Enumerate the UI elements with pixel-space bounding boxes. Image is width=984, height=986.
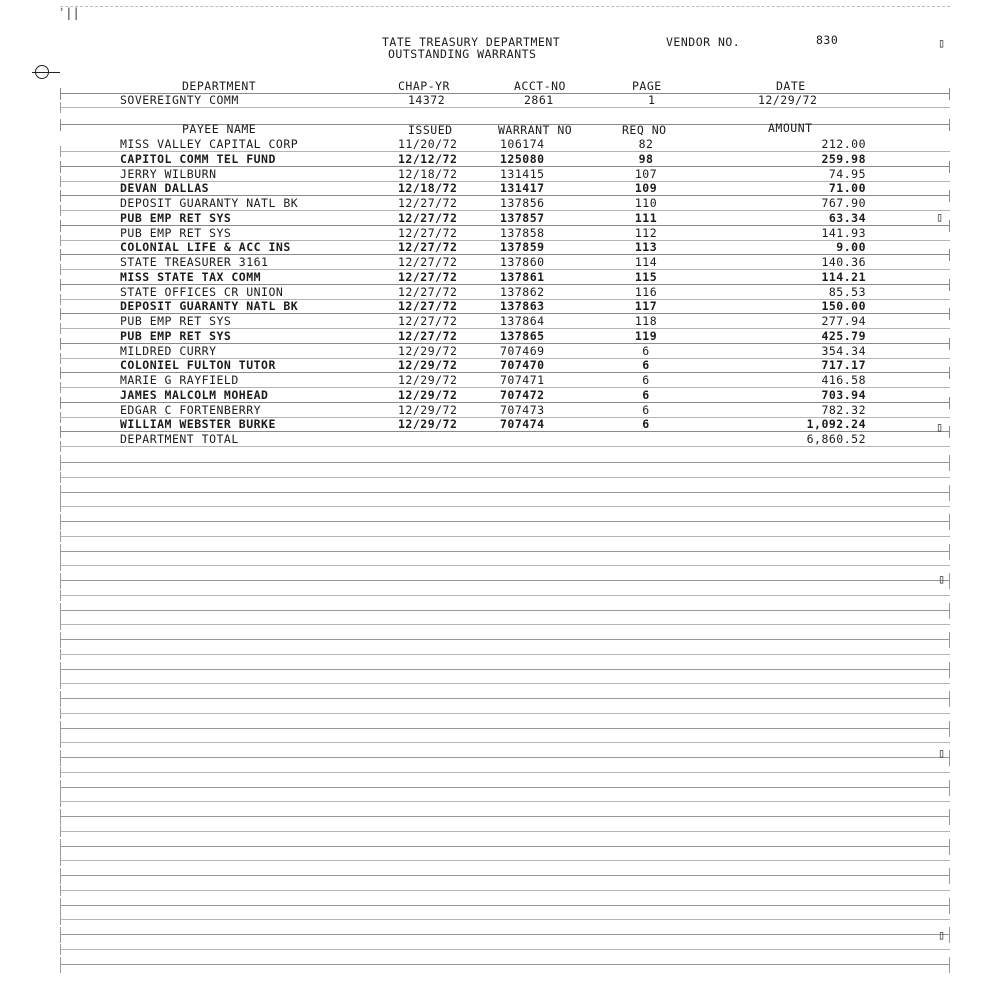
issued-date-cell: 12/27/72 (398, 329, 458, 343)
blank-form-line (60, 757, 950, 758)
report-subtitle: OUTSTANDING WARRANTS (388, 47, 537, 61)
warrant-number-cell: 137860 (500, 255, 545, 269)
warrant-number-cell: 137859 (500, 240, 545, 254)
date-value: 12/29/72 (758, 93, 818, 107)
label-chap-yr: CHAP-YR (398, 79, 450, 93)
req-number-cell: 117 (634, 299, 658, 313)
issued-date-cell: 12/27/72 (398, 255, 458, 269)
req-number-cell: 98 (638, 152, 654, 166)
issued-date-cell: 12/18/72 (398, 181, 458, 195)
amount-cell: 74.95 (828, 167, 866, 181)
req-number-cell: 118 (634, 314, 658, 328)
issued-date-cell: 12/12/72 (398, 152, 458, 166)
blank-form-line (60, 610, 950, 611)
req-number-cell: 6 (642, 388, 650, 402)
label-date: DATE (776, 79, 806, 93)
req-number-cell: 6 (642, 417, 650, 431)
amount-cell: 425.79 (821, 329, 866, 343)
blank-form-line (60, 890, 950, 891)
blank-form-line (60, 669, 950, 670)
binder-hole-icon: ▯ (936, 420, 944, 434)
blank-form-line (60, 698, 950, 699)
warrant-number-cell: 125080 (500, 152, 545, 166)
warrant-number-cell: 137865 (500, 329, 545, 343)
blank-form-line (60, 816, 950, 817)
report-title: TATE TREASURY DEPARTMENT (382, 35, 561, 49)
corner-mark: ʾ|| (58, 6, 80, 20)
blank-form-line (60, 964, 950, 965)
payee-name-cell: MISS STATE TAX COMM (120, 270, 262, 284)
payee-name-cell: STATE OFFICES CR UNION (120, 285, 284, 299)
req-number-cell: 112 (634, 226, 658, 240)
amount-cell: 767.90 (821, 196, 866, 210)
payee-name-cell: MISS VALLEY CAPITAL CORP (120, 137, 299, 151)
payee-name-cell: WILLIAM WEBSTER BURKE (120, 417, 276, 431)
payee-name-cell: COLONIEL FULTON TUTOR (120, 358, 276, 372)
issued-date-cell: 12/29/72 (398, 417, 458, 431)
warrant-number-cell: 707472 (500, 388, 545, 402)
req-number-cell: 6 (642, 403, 650, 417)
amount-cell: 354.34 (821, 344, 866, 358)
amount-cell: 277.94 (821, 314, 866, 328)
blank-form-line (60, 846, 950, 847)
payee-name-cell: CAPITOL COMM TEL FUND (120, 152, 276, 166)
label-page: PAGE (632, 79, 662, 93)
warrant-number-cell: 707474 (500, 417, 545, 431)
column-header-amount: AMOUNT (768, 121, 813, 135)
payee-name-cell: COLONIAL LIFE & ACC INS (120, 240, 291, 254)
warrant-number-cell: 137857 (500, 211, 545, 225)
label-department: DEPARTMENT (182, 79, 257, 93)
payee-name-cell: DEPOSIT GUARANTY NATL BK (120, 299, 299, 313)
amount-cell: 114.21 (821, 270, 866, 284)
blank-form-line (60, 462, 950, 463)
blank-form-line (60, 492, 950, 493)
payee-name-cell: PUB EMP RET SYS (120, 314, 232, 328)
payee-name-cell: PUB EMP RET SYS (120, 226, 232, 240)
column-header-payee: PAYEE NAME (182, 122, 257, 136)
issued-date-cell: 12/29/72 (398, 388, 458, 402)
binder-hole-icon: ▯ (938, 746, 946, 760)
req-number-cell: 115 (634, 270, 658, 284)
blank-form-line (60, 905, 950, 906)
warrant-number-cell: 131415 (500, 167, 545, 181)
issued-date-cell: 12/18/72 (398, 167, 458, 181)
issued-date-cell: 12/27/72 (398, 226, 458, 240)
req-number-cell: 6 (642, 358, 650, 372)
blank-form-line (60, 831, 950, 832)
payee-name-cell: STATE TREASURER 3161 (120, 255, 269, 269)
acct-no-value: 2861 (524, 93, 554, 107)
payee-name-cell: MILDRED CURRY (120, 344, 217, 358)
payee-name-cell: PUB EMP RET SYS (120, 329, 232, 343)
issued-date-cell: 12/29/72 (398, 403, 458, 417)
blank-form-line (60, 787, 950, 788)
req-number-cell: 82 (638, 137, 654, 151)
amount-cell: 9.00 (836, 240, 866, 254)
binder-hole-icon: ▯ (938, 928, 946, 942)
issued-date-cell: 12/27/72 (398, 299, 458, 313)
binder-hole-icon: ▯ (938, 572, 946, 586)
payee-name-cell: DEVAN DALLAS (120, 181, 210, 195)
issued-date-cell: 12/27/72 (398, 314, 458, 328)
warrant-number-cell: 707471 (500, 373, 545, 387)
blank-form-line (60, 772, 950, 773)
department-value: SOVEREIGNTY COMM (120, 93, 239, 107)
payee-name-cell: MARIE G RAYFIELD (120, 373, 239, 387)
payee-name-cell: DEPOSIT GUARANTY NATL BK (120, 196, 299, 210)
amount-cell: 416.58 (821, 373, 866, 387)
amount-cell: 1,092.24 (806, 417, 866, 431)
warrant-number-cell: 106174 (500, 137, 545, 151)
column-header-req: REQ NO (622, 123, 667, 137)
issued-date-cell: 11/20/72 (398, 137, 458, 151)
blank-form-line (60, 565, 950, 566)
warrant-number-cell: 137864 (500, 314, 545, 328)
amount-cell: 717.17 (821, 358, 866, 372)
req-number-cell: 109 (634, 181, 658, 195)
warrant-number-cell: 137863 (500, 299, 545, 313)
issued-date-cell: 12/29/72 (398, 344, 458, 358)
req-number-cell: 110 (634, 196, 658, 210)
amount-cell: 782.32 (821, 403, 866, 417)
blank-form-line (60, 521, 950, 522)
issued-date-cell: 12/27/72 (398, 240, 458, 254)
amount-cell: 71.00 (828, 181, 866, 195)
department-total-amount: 6,860.52 (806, 432, 866, 446)
page-value: 1 (648, 93, 656, 107)
top-border (60, 6, 950, 7)
req-number-cell: 114 (634, 255, 658, 269)
blank-form-line (60, 713, 950, 714)
warrant-number-cell: 137856 (500, 196, 545, 210)
issued-date-cell: 12/27/72 (398, 211, 458, 225)
blank-form-line (60, 683, 950, 684)
label-acct-no: ACCT-NO (514, 79, 566, 93)
warrant-number-cell: 707469 (500, 344, 545, 358)
req-number-cell: 107 (634, 167, 658, 181)
issued-date-cell: 12/29/72 (398, 373, 458, 387)
req-number-cell: 119 (634, 329, 658, 343)
req-number-cell: 111 (634, 211, 658, 225)
warrant-number-cell: 707473 (500, 403, 545, 417)
blank-form-line (60, 536, 950, 537)
blank-form-line (60, 551, 950, 552)
warrant-number-cell: 137858 (500, 226, 545, 240)
req-number-cell: 116 (634, 285, 658, 299)
binder-hole-icon: ▯ (938, 36, 946, 50)
vendor-number: 830 (816, 33, 839, 47)
department-total-label: DEPARTMENT TOTAL (120, 432, 239, 446)
blank-form-line (60, 580, 950, 581)
issued-date-cell: 12/27/72 (398, 285, 458, 299)
req-number-cell: 113 (634, 240, 658, 254)
blank-form-line (60, 934, 950, 935)
column-header-issued: ISSUED (408, 123, 453, 137)
column-header-warrant: WARRANT NO (498, 123, 573, 137)
amount-cell: 703.94 (821, 388, 866, 402)
blank-form-line (60, 919, 950, 920)
blank-form-line (60, 949, 950, 950)
blank-form-line (60, 742, 950, 743)
payee-name-cell: JERRY WILBURN (120, 167, 217, 181)
registration-mark-icon (32, 62, 52, 82)
binder-hole-icon: ▯ (936, 210, 944, 224)
chap-yr-value: 14372 (408, 93, 446, 107)
amount-cell: 141.93 (821, 226, 866, 240)
blank-form-line (60, 477, 950, 478)
total-rule (60, 446, 950, 447)
blank-form-line (60, 595, 950, 596)
info-rule-bottom (60, 107, 950, 108)
blank-form-line (60, 639, 950, 640)
blank-form-line (60, 624, 950, 625)
req-number-cell: 6 (642, 373, 650, 387)
payee-name-cell: PUB EMP RET SYS (120, 211, 232, 225)
amount-cell: 140.36 (821, 255, 866, 269)
amount-cell: 212.00 (821, 137, 866, 151)
issued-date-cell: 12/27/72 (398, 270, 458, 284)
vendor-label: VENDOR NO. (666, 35, 741, 49)
payee-name-cell: EDGAR C FORTENBERRY (120, 403, 262, 417)
warrant-number-cell: 707470 (500, 358, 545, 372)
blank-form-line (60, 506, 950, 507)
amount-cell: 150.00 (821, 299, 866, 313)
amount-cell: 63.34 (828, 211, 866, 225)
blank-form-line (60, 654, 950, 655)
req-number-cell: 6 (642, 344, 650, 358)
warrant-number-cell: 137862 (500, 285, 545, 299)
issued-date-cell: 12/27/72 (398, 196, 458, 210)
blank-form-line (60, 875, 950, 876)
blank-form-line (60, 860, 950, 861)
amount-cell: 85.53 (828, 285, 866, 299)
amount-cell: 259.98 (821, 152, 866, 166)
warrant-number-cell: 131417 (500, 181, 545, 195)
issued-date-cell: 12/29/72 (398, 358, 458, 372)
payee-name-cell: JAMES MALCOLM MOHEAD (120, 388, 269, 402)
warrant-number-cell: 137861 (500, 270, 545, 284)
blank-form-line (60, 801, 950, 802)
blank-form-line (60, 728, 950, 729)
